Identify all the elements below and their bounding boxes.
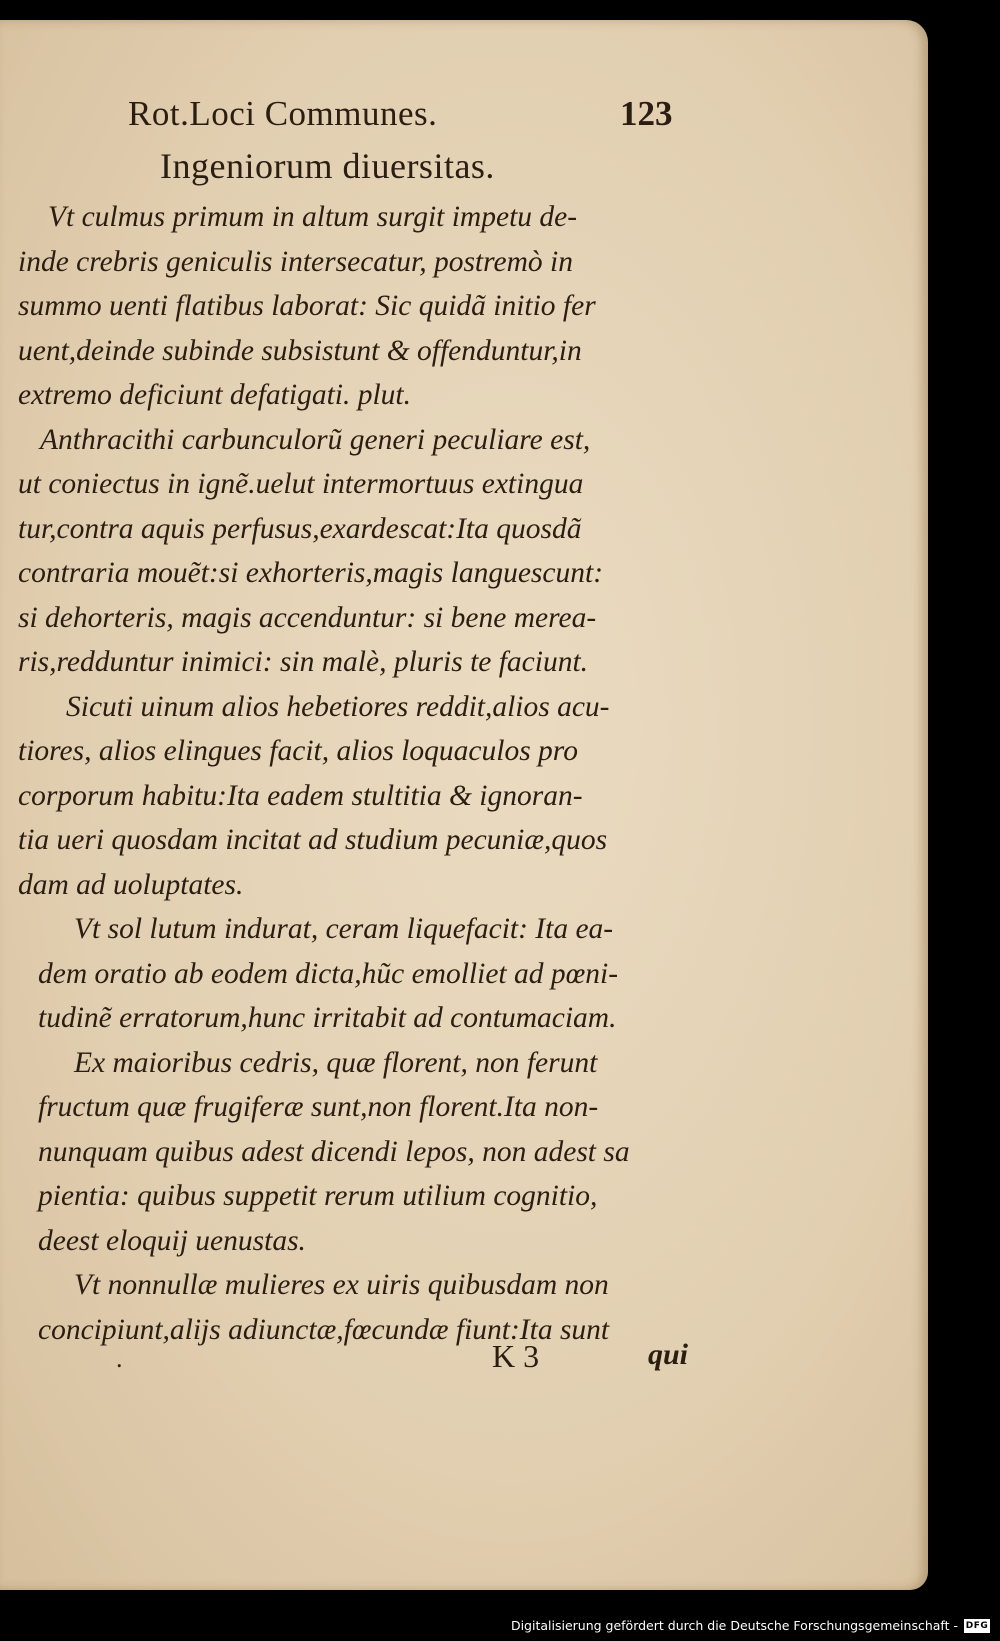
paragraph: [18, 1041, 708, 1264]
text-line: extremo deficiunt defatigati. plut.: [18, 379, 411, 411]
paragraph: [18, 418, 708, 685]
text-line: corporum habitu:Ita eadem stultitia & ignoran-: [18, 779, 583, 812]
running-head: Rot.Loci Communes.: [128, 94, 438, 133]
page-footer: [0, 1338, 928, 1386]
text-line: inde crebris geniculis intersecatur, postremò in: [18, 245, 573, 278]
dfg-logo-icon: DFG: [965, 1621, 989, 1631]
text-line: si dehorteris, magis accenduntur: si bene merea-: [18, 601, 597, 634]
text-line: tudinẽ erratorum,hunc irritabit ad contumaciam.: [38, 1002, 617, 1034]
text-line: fructum quæ frugiferæ sunt,non florent.Ita non-: [38, 1091, 599, 1123]
section-title: Ingeniorum diuersitas.: [160, 146, 495, 186]
page-header: [128, 94, 673, 144]
footer-dot: .: [116, 1344, 123, 1373]
text-line: nunquam quibus adest dicendi lepos, non adest sa: [38, 1135, 630, 1168]
text-line: tiores, alios elingues facit, alios loquaculos pro: [18, 735, 578, 767]
text-line: ris,redduntur inimici: sin malè, pluris te faciunt.: [18, 646, 589, 678]
paragraph: [18, 907, 708, 1041]
text-line: ut coniectus in ignẽ.uelut intermortuus extingua: [18, 468, 584, 500]
attribution-bar: [0, 1607, 1000, 1641]
page-number: 123: [620, 94, 673, 133]
text-line: tur,contra aquis perfusus,exardescat:Ita quosdã: [18, 512, 582, 545]
text-line: contraria mouẽt:si exhorteris,magis languescunt:: [18, 557, 604, 589]
text-line: Anthracithi carbunculorũ generi peculiare est,: [40, 423, 591, 456]
text-line: deest eloquij uenustas.: [38, 1224, 306, 1257]
text-line: summo uenti flatibus laborat: Sic quidã initio fer: [18, 290, 596, 322]
text-line: tia ueri quosdam incitat ad studium pecuniæ,quos: [18, 824, 608, 856]
text-line: concipiunt,alijs adiunctæ,fœcundæ fiunt:Ita sunt: [38, 1313, 610, 1346]
attribution-text: Digitalisierung gefördert durch die Deutsche Forschungsgemeinschaft -: [510, 1618, 958, 1633]
paragraph: [18, 685, 708, 908]
catchword: qui: [648, 1338, 689, 1371]
text-line: Vt sol lutum indurat, ceram liquefacit: Ita ea-: [74, 913, 614, 945]
text-line: Ex maioribus cedris, quæ florent, non ferunt: [74, 1046, 598, 1079]
text-line: Sicuti uinum alios hebetiores reddit,alios acu-: [66, 690, 610, 723]
text-line: dam ad uoluptates.: [18, 868, 244, 901]
signature-mark: K 3: [492, 1338, 540, 1374]
text-line: uent,deinde subinde subsistunt & offenduntur,in: [18, 334, 582, 367]
book-page: [0, 20, 928, 1590]
text-line: dem oratio ab eodem dicta,hũc emolliet ad pœni-: [38, 957, 619, 990]
body-text: [18, 195, 708, 1352]
text-line: Vt culmus primum in altum surgit impetu de-: [48, 201, 578, 233]
text-line: Vt nonnullæ mulieres ex uiris quibusdam non: [74, 1269, 609, 1301]
paragraph: [18, 195, 708, 418]
text-line: pientia: quibus suppetit rerum utilium cognitio,: [38, 1180, 598, 1212]
